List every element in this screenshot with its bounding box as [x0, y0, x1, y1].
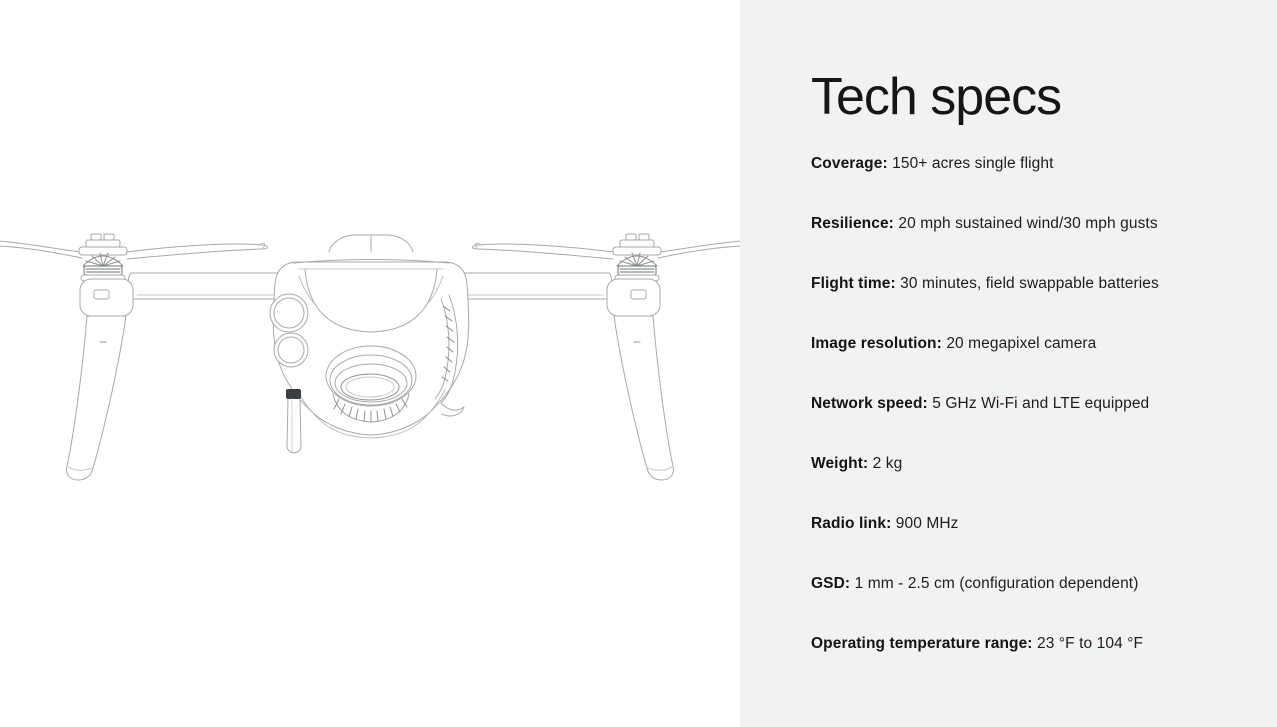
spec-value: 30 minutes, field swappable batteries — [900, 275, 1159, 292]
spec-label: Operating temperature range: — [811, 635, 1033, 652]
spec-row — [811, 214, 1247, 234]
tech-specs-panel — [740, 0, 1277, 727]
spec-row — [811, 334, 1247, 354]
spec-label: Resilience: — [811, 215, 894, 232]
spec-label: Weight: — [811, 455, 869, 472]
page-title: Tech specs — [811, 68, 1062, 126]
spec-row — [811, 454, 1247, 474]
spec-row — [811, 514, 1247, 534]
spec-value: 1 mm - 2.5 cm (configuration dependent) — [854, 575, 1139, 592]
specs-list — [811, 154, 1247, 654]
spec-row — [811, 634, 1247, 654]
spec-label: Image resolution: — [811, 335, 942, 352]
spec-label: GSD: — [811, 575, 851, 592]
spec-value: 20 mph sustained wind/30 mph gusts — [898, 215, 1158, 232]
spec-label: Network speed: — [811, 395, 928, 412]
spec-label: Flight time: — [811, 275, 896, 292]
spec-row — [811, 274, 1247, 294]
spec-value: 5 GHz Wi-Fi and LTE equipped — [932, 395, 1150, 412]
spec-value: 23 °F to 104 °F — [1037, 635, 1144, 652]
spec-row — [811, 574, 1247, 594]
spec-label: Coverage: — [811, 155, 888, 172]
spec-value: 2 kg — [872, 455, 903, 472]
spec-row — [811, 154, 1247, 174]
spec-value: 150+ acres single flight — [892, 155, 1054, 172]
spec-value: 20 megapixel camera — [946, 335, 1097, 352]
spec-label: Radio link: — [811, 515, 892, 532]
spec-row — [811, 394, 1247, 414]
spec-value: 900 MHz — [895, 515, 959, 532]
